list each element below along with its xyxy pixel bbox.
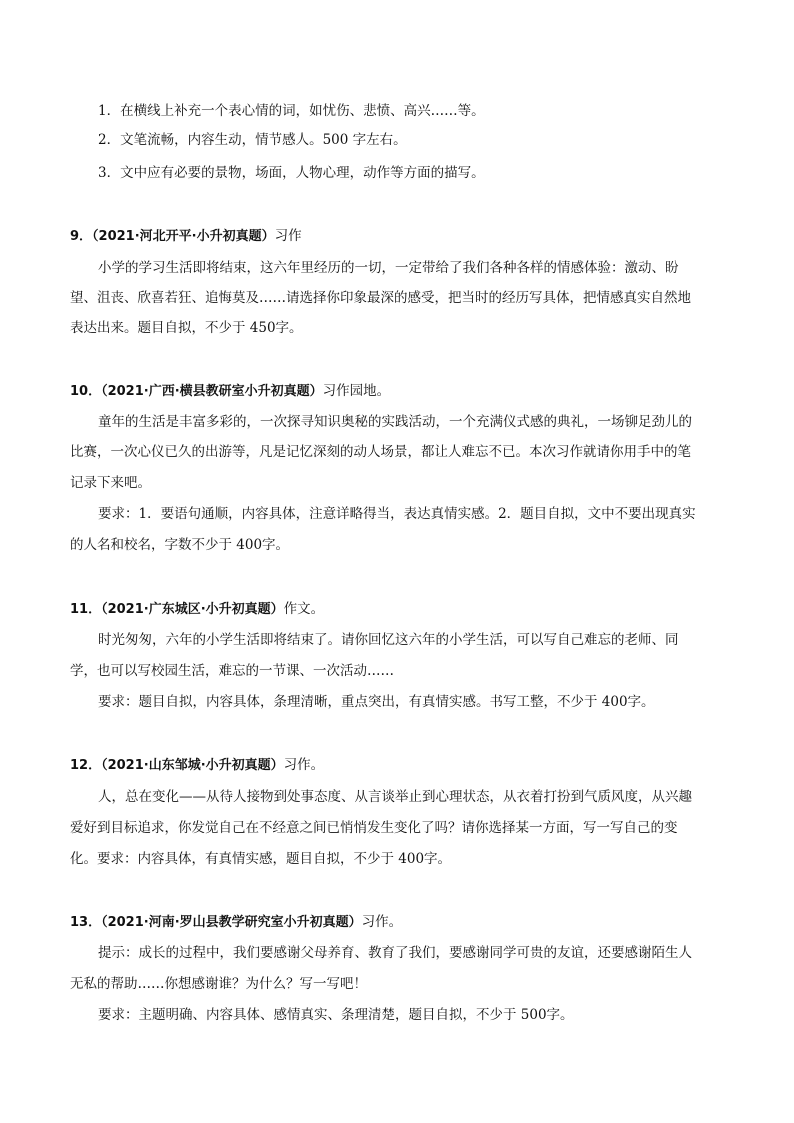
question-heading xyxy=(70,381,390,402)
question-source: （2021·广东城区·小升初真题） xyxy=(101,602,284,617)
question-task: 习作。 xyxy=(361,914,403,930)
paragraph-line: 望、沮丧、欣喜若狂、追悔莫及……请选择你印象最深的感受，把当时的经历写具体，把情感真实自然地 xyxy=(70,290,691,306)
paragraph-line: 要求：主题明确、内容具体、感情真实、条理清楚，题目自拟，不少于 500字。 xyxy=(98,1007,574,1023)
question-task: 习作。 xyxy=(283,757,325,773)
paragraph-line: 表达出来。题目自拟，不少于 450字。 xyxy=(70,320,303,336)
question-source: （2021·广西·横县教研室小升初真题） xyxy=(101,384,323,399)
requirement-item: 1．在横线上补充一个表心情的词，如忧伤、悲愤、高兴……等。 xyxy=(98,103,485,119)
question-number: 11． xyxy=(70,602,102,617)
question-task: 习作 xyxy=(274,228,302,244)
paragraph-line: 时光匆匆，六年的小学生活即将结束了。请你回忆这六年的小学生活，可以写自己难忘的老师、同 xyxy=(98,632,679,648)
paragraph-line: 童年的生活是丰富多彩的，一次探寻知识奥秘的实践活动，一个充满仪式感的典礼，一场铆足劲儿的 xyxy=(98,414,692,430)
question-number: 9． xyxy=(70,229,93,244)
paragraph-line: 小学的学习生活即将结束，这六年里经历的一切，一定带给了我们各种各样的情感体验：激动、盼 xyxy=(98,260,679,276)
question-heading xyxy=(70,755,324,776)
question-heading xyxy=(70,226,302,247)
paragraph-line: 记录下来吧。 xyxy=(70,475,151,491)
paragraph-line: 人，总在变化——从待人接物到处事态度、从言谈举止到心理状态，从衣着打扮到气质风度，从兴趣 xyxy=(98,789,692,805)
paragraph-line: 比赛，一次心仪已久的出游等，凡是记忆深刻的动人场景，都让人难忘不已。本次习作就请你用手中的笔 xyxy=(70,444,691,460)
requirement-item: 3．文中应有必要的景物，场面，人物心理，动作等方面的描写。 xyxy=(98,165,485,181)
paragraph-line: 爱好到目标追求，你发觉自己在不经意之间已悄悄发生变化了吗？请你选择某一方面，写一写自己的变 xyxy=(70,820,678,836)
question-number: 12． xyxy=(70,758,102,773)
requirement-item: 2．文笔流畅，内容生动，情节感人。500 字左右。 xyxy=(98,132,407,148)
paragraph-line: 提示：成长的过程中，我们要感谢父母养育、教育了我们，要感谢同学可贵的友谊，还要感谢陌生人 xyxy=(98,945,692,961)
question-heading xyxy=(70,599,324,620)
question-number: 10． xyxy=(70,384,102,399)
paragraph-line: 要求：1．要语句通顺，内容具体，注意详略得当，表达真情实感。2．题目自拟，文中不要出现真实 xyxy=(98,506,696,522)
question-source: （2021·河南·罗山县教学研究室小升初真题） xyxy=(101,915,362,930)
question-task: 作文。 xyxy=(283,601,325,617)
paragraph-line: 学，也可以写校园生活，难忘的一节课、一次活动…… xyxy=(70,663,394,679)
question-source: （2021·河北开平·小升初真题） xyxy=(92,229,275,244)
question-number: 13． xyxy=(70,915,102,930)
paragraph-line: 要求：题目自拟，内容具体，条理清晰，重点突出，有真情实感。书写工整，不少于 400字。 xyxy=(98,694,655,710)
question-heading xyxy=(70,912,402,933)
question-source: （2021·山东邹城·小升初真题） xyxy=(101,758,284,773)
question-task: 习作园地。 xyxy=(322,383,391,399)
paragraph-line: 无私的帮助……你想感谢谁？为什么？写一写吧！ xyxy=(70,976,367,992)
paragraph-line: 的人名和校名，字数不少于 400字。 xyxy=(70,537,290,553)
paragraph-line: 化。要求：内容具体，有真情实感，题目自拟，不少于 400字。 xyxy=(70,851,452,867)
